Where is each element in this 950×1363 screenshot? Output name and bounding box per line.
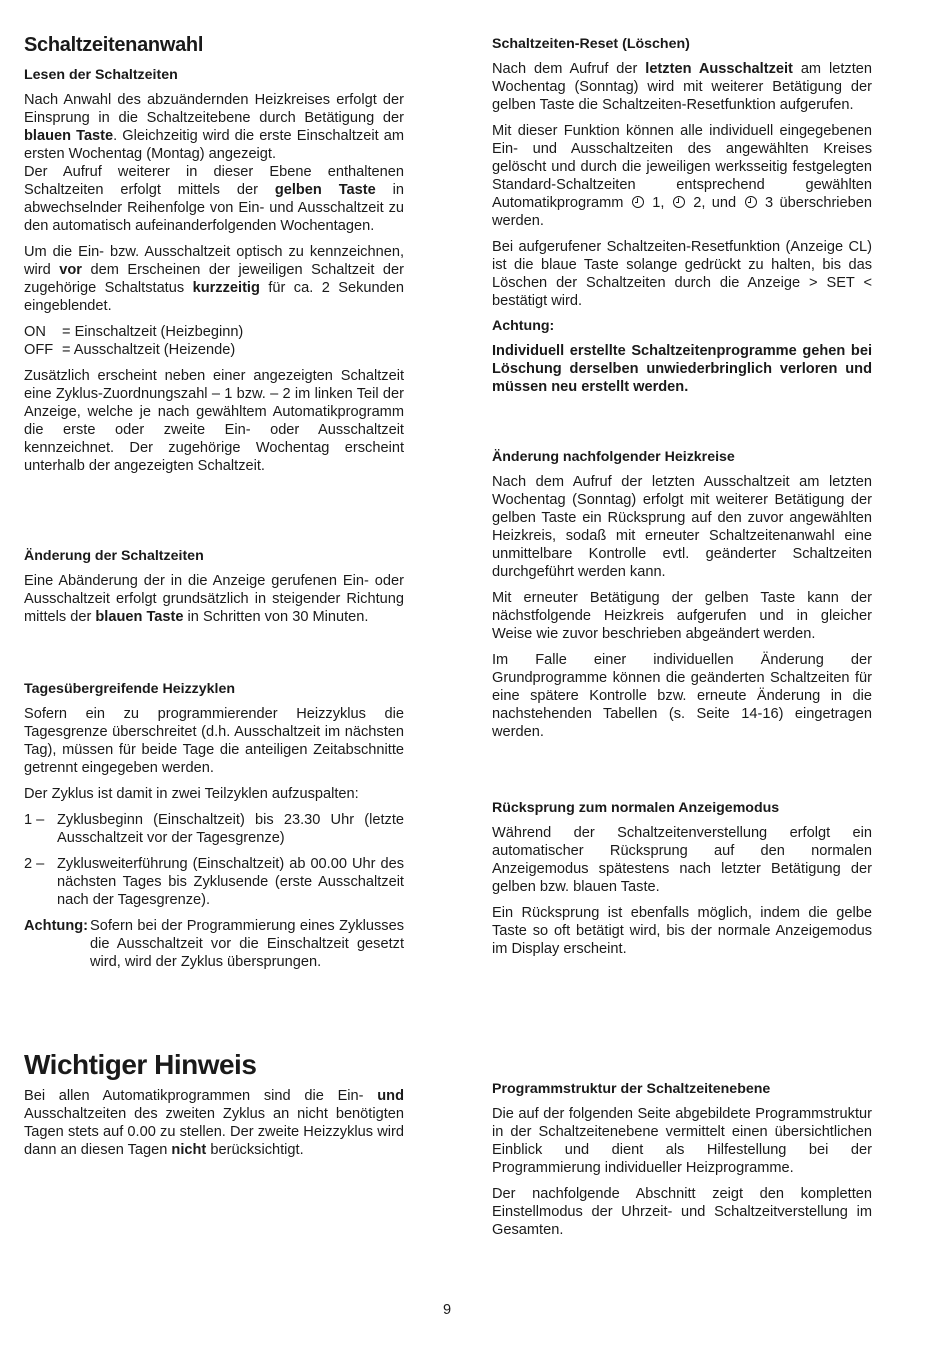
paragraph-heiz-3: Im Falle einer individuellen Änderung der Grundprogramme können die geänderten Schaltzeiten für eine spätere Kontrolle bzw. erneute Änderung in die nachstehenden Tabellen (s. Seite 14-16) eingetragen werden. (492, 652, 872, 740)
clock-icon (632, 196, 644, 208)
hinweis-title: Wichtiger Hinweis (24, 1049, 257, 1080)
achtung-note: Achtung: Sofern bei der Programmierung eines Zyklusses die Ausschaltzeit vor die Einschaltzeit gesetzt wird, wird der Zyklus übersprungen. (24, 918, 404, 970)
section-aenderung (24, 548, 404, 634)
page-number: 9 (442, 1302, 452, 1318)
subheading-tages: Tagesübergreifende Heizzyklen (24, 681, 236, 697)
paragraph-reset-2: Mit dieser Funktion können alle individuell eingegebenen Ein- und Ausschaltzeiten des angewählten Kreises gelöscht und durch die jeweiligen werksseitig festgelegten Standard-Schaltzeiten entsprechend gewählten Automatikprogramm 1, 2, und 3 überschrieben werden. (492, 123, 873, 229)
section-heizkreise (492, 449, 872, 749)
section-schaltzeitenanwahl (24, 34, 404, 57)
subheading-achtung: Achtung: (492, 318, 555, 334)
section-title: Schaltzeitenanwahl (24, 34, 204, 56)
paragraph-lesen-4: Zusätzlich erscheint neben einer angezeigten Schaltzeit eine Zyklus-Zuordnungszahl – 1 bzw. – 2 im linken Teil der Anzeige, welche je nach gewähltem Automatikprogramm die erste oder zweite Ein- oder Ausschaltzeit kennzeichnet. Der zugehörige Wochentag erscheint unterhalb der angezeigten Schaltzeit. (24, 368, 404, 474)
paragraph-hinweis: Bei allen Automatikprogrammen sind die Ein- und Ausschaltzeiten des zweiten Zyklus an nicht benötigten Tagen stets auf 0.00 zu stellen. Der zweite Heizzyklus wird dann an diesen Tagen nicht berücksichtigt. (24, 1088, 404, 1158)
paragraph-achtung: Individuell erstellte Schaltzeitenprogramme gehen bei Löschung derselben unwiederbringlich verloren und müssen neu erstellt werden. (492, 343, 872, 395)
list-item-1: 1 – Zyklusbeginn (Einschaltzeit) bis 23.30 Uhr (letzte Ausschaltzeit vor der Tagesgrenze) (24, 812, 404, 846)
subheading-ruecksprung: Rücksprung zum normalen Anzeigemodus (492, 800, 780, 816)
paragraph-reset-3: Bei aufgerufener Schaltzeiten-Resetfunktion (Anzeige CL) ist die blaue Taste solange gedrückt zu halten, bis das Löschen der Schaltzeiten durch die Anzeige > SET < bestätigt wird. (492, 239, 872, 309)
clock-icon (673, 196, 685, 208)
section-wichtiger-hinweis (24, 1049, 404, 1167)
section-reset (492, 36, 872, 404)
paragraph-tages-1: Sofern ein zu programmierender Heizzyklus die Tagesgrenze überschreitet (d.h. Ausschaltzeit im nächsten Tag), müssen für beide Tage die anteiligen Zeitabschnitte getrennt eingegeben werden. (24, 706, 404, 776)
status-definitions (24, 323, 404, 359)
subheading-aenderung: Änderung der Schaltzeiten (24, 548, 204, 564)
paragraph-aenderung: Eine Abänderung der in die Anzeige gerufenen Ein- oder Ausschaltzeit erfolgt grundsätzlich in steigender Richtung mittels der blauen Taste in Schritten von 30 Minuten. (24, 573, 404, 625)
paragraph-reset-1: Nach dem Aufruf der letzten Ausschaltzeit am letzten Wochentag (Sonntag) wird mit weiterer Betätigung der gelben Taste die Schaltzeiten-Resetfunktion aufgerufen. (492, 61, 872, 113)
paragraph-lesen-3: Um die Ein- bzw. Ausschaltzeit optisch zu kennzeichnen, wird vor dem Erscheinen der jeweiligen Schaltzeit der zugehörige Schaltstatus kurzzeitig für ca. 2 Sekunden eingeblendet. (24, 244, 405, 314)
subheading-reset: Schaltzeiten-Reset (Löschen) (492, 36, 690, 52)
definition-off: OFF = Ausschaltzeit (Heizende) (24, 342, 236, 358)
section-tagesuebergreifend (24, 681, 404, 971)
section-lesen (24, 67, 404, 483)
paragraph-tages-2: Der Zyklus ist damit in zwei Teilzyklen aufzuspalten: (24, 786, 359, 802)
paragraph-rueck-2: Ein Rücksprung ist ebenfalls möglich, indem die gelbe Taste so oft betätigt wird, bis der normale Anzeigemodus im Display erscheint. (492, 905, 872, 957)
definition-on: ON = Einschaltzeit (Heizbeginn) (24, 324, 244, 340)
paragraph-rueck-1: Während der Schaltzeitenverstellung erfolgt ein automatischer Rücksprung auf den normalen Anzeigemodus spätestens nach letzter Betätigung der gelben bzw. blauen Taste. (492, 825, 872, 895)
section-programmstruktur (492, 1081, 872, 1247)
paragraph-prog-2: Der nachfolgende Abschnitt zeigt den kompletten Einstellmodus der Uhrzeit- und Schaltzeitverstellung im Gesamten. (492, 1186, 872, 1238)
paragraph-prog-1: Die auf der folgenden Seite abgebildete Programmstruktur in der Schaltzeitenebene vermittelt einen übersichtlichen Einblick und dient als Hilfestellung bei der Programmierung individueller Heizprogramme. (492, 1106, 872, 1176)
subheading-lesen: Lesen der Schaltzeiten (24, 67, 178, 83)
subheading-programmstruktur: Programmstruktur der Schaltzeitenebene (492, 1081, 771, 1097)
paragraph-heiz-2: Mit erneuter Betätigung der gelben Taste kann der nächstfolgende Heizkreis aufgerufen und in gleicher Weise wie zuvor beschrieben abgeändert werden. (492, 590, 872, 642)
section-ruecksprung (492, 800, 872, 966)
paragraph-heiz-1: Nach dem Aufruf der letzten Ausschaltzeit am letzten Wochentag (Sonntag) erfolgt mit weiterer Betätigung der gelben Taste ein Rücksprung auf den zuvor angewählten Heizkreis, sodaß mit erneuter Schaltzeitenanwahl eine unmittelbare Kontrolle evtl. geänderter Schaltzeiten durchgeführt werden kann. (492, 474, 872, 580)
paragraph-lesen-2: Der Aufruf weiterer in dieser Ebene enthaltenen Schaltzeiten erfolgt mittels der gelben Taste in abwechselnder Reihenfolge von Ein- und Ausschaltzeit zu den automatisch aufeinanderfolgenden Wochentagen. (24, 164, 404, 234)
clock-icon (745, 196, 757, 208)
subheading-heizkreise: Änderung nachfolgender Heizkreise (492, 449, 735, 465)
paragraph-lesen-1: Nach Anwahl des abzuändernden Heizkreises erfolgt der Einsprung in die Schaltzeitebene durch Betätigung der blauen Taste. Gleichzeitig wird die erste Einschaltzeit am ersten Wochentag (Montag) angezeigt. (24, 92, 404, 162)
list-item-2: 2 – Zyklusweiterführung (Einschaltzeit) ab 00.00 Uhr des nächsten Tages bis Zyklusende (erste Ausschaltzeit nach der Tagesgrenze). (24, 856, 404, 908)
